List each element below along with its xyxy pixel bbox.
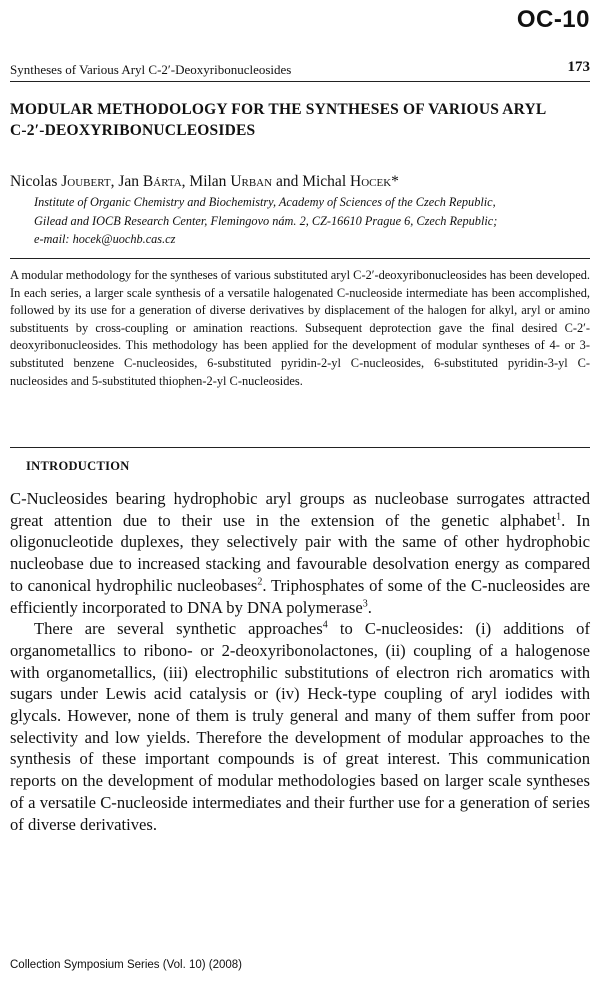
- abstract-top-rule: [10, 258, 590, 259]
- header-rule: [10, 81, 590, 82]
- corresponding-author-mark: *: [391, 173, 399, 190]
- page-number: 173: [567, 59, 590, 75]
- article-title: [10, 99, 580, 141]
- abstract: A modular methodology for the syntheses of various substituted aryl C-2′-deoxyribonucleosides has been developed. In each series, a larger scale synthesis of a versatile halogenated C-nucleoside intermediate has been accomplished, followed by its use for a generation of diverse derivatives by displacement of the halogen for alkyl, aryl or amino substituents by cross-coupling or amination reactions. Subsequent deprotection gave the final desired C-2′-deoxyribonucleosides. This methodology has been applied for the development of modular syntheses of 4- or 3-substituted benzene C-nucleosides, 6-substituted pyridin-2-yl C-nucleosides, 6-substituted pyridin-3-yl C-nucleosides and 5-substituted thiophen-2-yl C-nucleosides.: [10, 268, 590, 388]
- author-separator: ,: [181, 173, 190, 190]
- text-run: .: [367, 597, 372, 617]
- author-separator: ,: [110, 173, 119, 190]
- abstract-bottom-rule: [10, 447, 590, 448]
- affiliation-email: e-mail: hocek@uochb.cas.cz: [34, 232, 176, 246]
- author-last: Bárta: [142, 173, 182, 190]
- paragraph: [10, 618, 590, 835]
- paragraph: [10, 488, 590, 618]
- section-heading: INTRODUCTION: [26, 459, 130, 473]
- author-first: Jan: [118, 173, 143, 190]
- article-code: OC-10: [516, 6, 590, 33]
- affiliation-line: Institute of Organic Chemistry and Biochemistry, Academy of Sciences of the Czech Republic,: [34, 195, 496, 209]
- author-first: Michal: [302, 173, 350, 190]
- title-line-1: MODULAR METHODOLOGY FOR THE SYNTHESES OF VARIOUS ARYL: [10, 101, 547, 118]
- footer-citation: Collection Symposium Series (Vol. 10) (2008): [10, 959, 243, 971]
- text-run: . Triphosphates of some of the C-nucleosides are efficiently incorporated to DNA by DNA polymerase: [10, 575, 590, 617]
- affiliation-line: Gilead and IOCB Research Center, Flemingovo nám. 2, CZ-16610 Prague 6, Czech Republic;: [34, 213, 498, 228]
- author-first: Nicolas: [10, 173, 62, 190]
- citation: 3: [362, 597, 368, 609]
- body-text: [10, 488, 590, 835]
- author-last: Urban: [230, 173, 273, 190]
- author-last: Hocek: [350, 173, 392, 190]
- text-run: to C-nucleosides: (i) additions of organometallics to ribono- or 2-deoxyribonolactones, (ii) coupling of a halogenose with organometallics, (iii) electrophilic substitutions of electron rich aromatics with sugars under Lewis acid catalysis or (iv) Heck-type coupling of aryl iodides with glycals. However, none of them is truly general and many of them suffer from poor selectivity and low yields. Therefore the development of modular approaches to the synthesis of these important compounds is of great interest. This communication reports on the development of modular methodologies based on larger scale syntheses of a versatile C-nucleoside intermediates and their further use for a generation of series of diverse derivatives.: [10, 619, 590, 834]
- text-run: . In oligonucleotide duplexes, they selectively pair with the same of other hydrophobic nucleobase due to increased stacking and favourable desolvation energy as compared to canonical hydrophilic nucleobases: [10, 510, 591, 595]
- title-line-2: C-2′-DEOXYRIBONUCLEOSIDES: [10, 122, 256, 139]
- author-separator: and: [272, 173, 303, 190]
- text-run: There are several synthetic approaches: [34, 619, 323, 639]
- citation: 4: [322, 619, 328, 631]
- text-run: C-Nucleosides bearing hydrophobic aryl groups as nucleobase surrogates attracted great attention due to their use in the extension of the genetic alphabet: [10, 489, 590, 530]
- author-list: [10, 173, 399, 191]
- citation: 2: [257, 576, 263, 588]
- author-first: Milan: [189, 173, 231, 190]
- affiliation: [34, 193, 580, 249]
- running-title: Syntheses of Various Aryl C-2′-Deoxyribonucleosides: [10, 62, 292, 77]
- citation: 1: [556, 511, 562, 523]
- author-last: Joubert: [61, 173, 111, 190]
